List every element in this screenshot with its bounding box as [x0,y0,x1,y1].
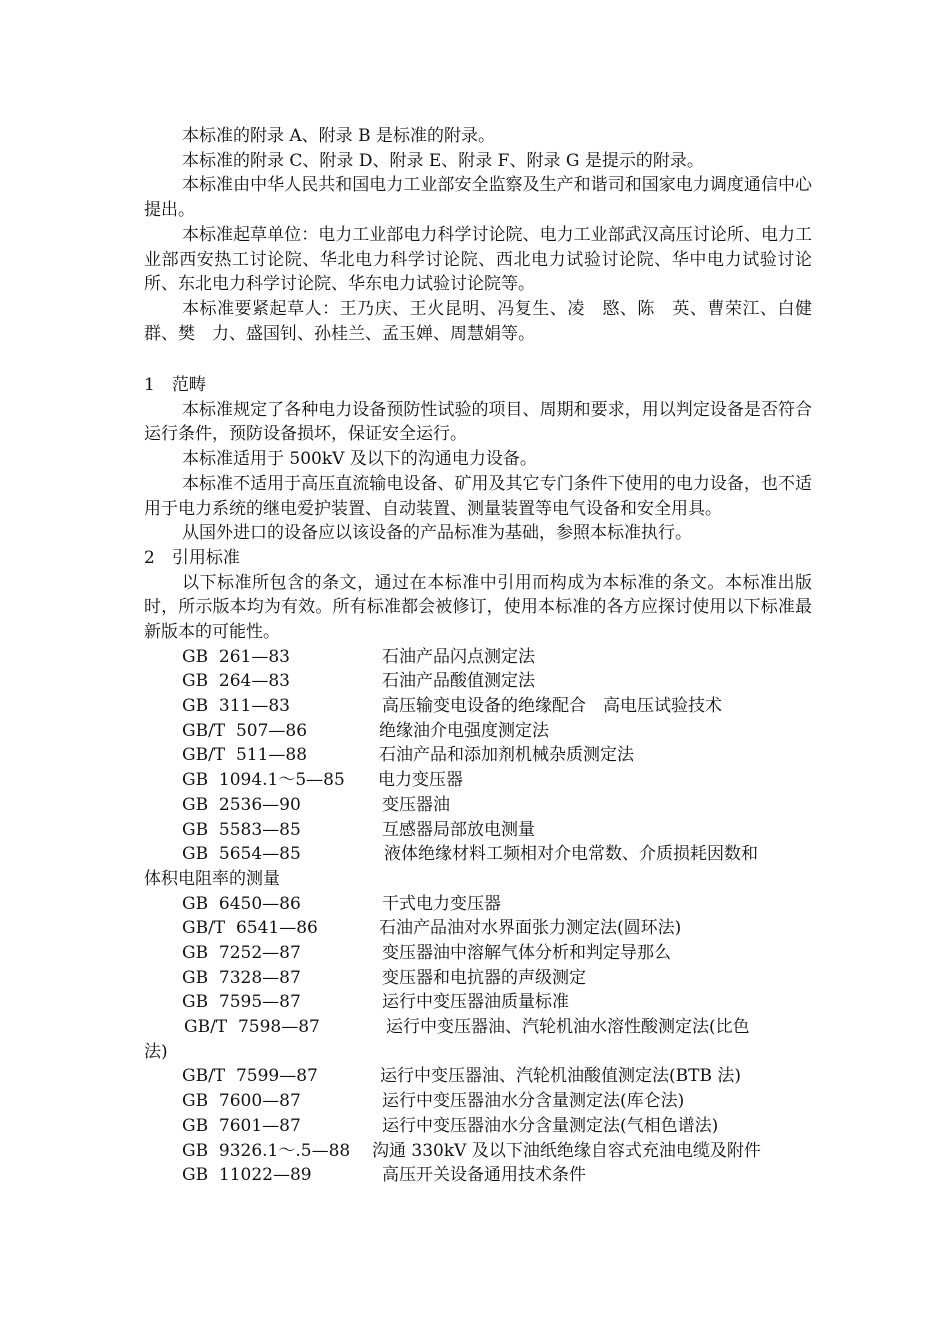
standard-code: GB/T 6541—86 [182,918,318,939]
standard-title: 电力变压器 [378,770,463,791]
section-paragraph: 本标准不适用于高压直流输电设备、矿用及其它专门条件下使用的电力设备，也不适用于电力系统的继电爱护装置、自动装置、测量装置等电气设备和安全用具。 [144,473,812,519]
standard-title: 运行中变压器油质量标准 [382,992,569,1013]
standard-title: 石油产品闪点测定法 [382,646,535,667]
standard-entry [144,1139,812,1164]
standard-entry [144,916,812,941]
standard-title: 运行中变压器油水分含量测定法(库仑法) [382,1091,685,1112]
standard-code: GB 7600—87 [182,1091,301,1112]
section-scope [144,373,812,1188]
standard-entry [144,793,812,818]
standard-code: GB/T 7599—87 [182,1066,318,1087]
standard-code: GB 11022—89 [182,1165,312,1186]
standard-entry [144,1089,812,1114]
standard-entry [144,768,812,793]
standard-code: GB 5654—85 [182,844,301,865]
standard-title: 变压器油 [382,794,450,815]
standard-title: 运行中变压器油、汽轮机油酸值测定法(BTB 法) [380,1066,741,1087]
foreword-paragraph: 本标准要紧起草人：王乃庆、王火昆明、冯复生、凌 愍、陈 英、曹荣江、白健群、樊 力、盛国钊、孙桂兰、孟玉婵、周慧娟等。 [144,298,812,344]
standard-title: 石油产品油对水界面张力测定法(圆环法) [379,918,682,939]
standard-title: 液体绝缘材料工频相对介电常数、介质损耗因数和 [384,844,758,865]
standard-title: 干式电力变压器 [382,893,501,914]
standard-entry [144,694,812,719]
standard-code: GB 264—83 [182,671,290,692]
standard-title-continuation: 法) [144,1041,168,1062]
standard-title: 变压器油中溶解气体分析和判定导那么 [382,943,671,963]
standard-entry [144,941,812,966]
standard-code: GB 5583—85 [182,819,301,840]
foreword-paragraph: 本标准的附录 A、附录 B 是标准的附录。 [182,126,495,146]
standard-entry [144,1064,812,1089]
foreword-paragraph: 本标准的附录 C、附录 D、附录 E、附录 F、附录 G 是提示的附录。 [182,150,704,171]
standard-entry [144,818,812,843]
section-paragraph: 以下标准所包含的条文，通过在本标准中引用而构成为本标准的条文。本标准出版时，所示版本均为有效。所有标准都会被修订，使用本标准的各方应探讨使用以下标准最新版本的可能性。 [144,572,812,643]
standard-entry [144,645,812,670]
standard-title: 石油产品酸值测定法 [382,671,535,692]
section-paragraph: 本标准适用于 500kV 及以下的沟通电力设备。 [182,449,537,470]
standard-code: GB 9326.1～.5—88 [182,1140,351,1161]
standard-code: GB 6450—86 [182,893,301,914]
foreword-paragraph: 本标准起草单位：电力工业部电力科学讨论院、电力工业部武汉高压讨论所、电力工业部西安热工讨论院、华北电力科学讨论院、西北电力试验讨论院、华中电力试验讨论所、东北电力科学讨论院、华东电力试验讨论院等。 [144,224,812,295]
standard-code: GB/T 507—86 [182,720,308,741]
standard-code: GB 7252—87 [182,943,301,963]
standard-title: 绝缘油介电强度测定法 [379,720,549,741]
standard-code: GB 7595—87 [182,992,301,1013]
foreword-block [144,124,812,346]
section-paragraph: 从国外进口的设备应以该设备的产品标准为基础，参照本标准执行。 [182,523,692,544]
standard-title: 高压开关设备通用技术条件 [382,1165,586,1186]
standard-title: 运行中变压器油、汽轮机油水溶性酸测定法(比色 [386,1017,750,1038]
standard-title: 高压输变电设备的绝缘配合 高电压试验技术 [382,696,722,717]
standard-entry [144,1015,812,1064]
standard-code: GB 7328—87 [182,967,301,988]
standard-code: GB/T 511—88 [182,745,308,766]
standard-title: 沟通 330kV 及以下油纸绝缘自容式充油电缆及附件 [372,1140,761,1161]
standard-code: GB 2536—90 [182,794,301,815]
standard-title: 运行中变压器油水分含量测定法(气相色谱法) [382,1115,719,1136]
standard-entry [144,669,812,694]
standard-entry [144,842,812,891]
referenced-standards-list [144,645,812,1188]
standard-entry [144,743,812,768]
section-heading: 2 引用标准 [144,547,240,568]
section-heading: 1 范畴 [144,375,206,395]
standard-title-continuation: 体积电阻率的测量 [144,868,280,889]
standard-entry [144,719,812,744]
standard-code: GB 261—83 [182,646,290,667]
standard-title: 石油产品和添加剂机械杂质测定法 [379,745,634,766]
standard-entry [144,966,812,991]
standard-code: GB 311—83 [182,696,290,717]
standard-entry [144,990,812,1015]
standard-code: GB/T 7598—87 [184,1017,320,1038]
standard-entry [144,1114,812,1139]
standard-entry [144,892,812,917]
standard-code: GB 1094.1～5—85 [182,770,345,791]
section-paragraph: 本标准规定了各种电力设备预防性试验的项目、周期和要求，用以判定设备是否符合运行条件，预防设备损坏，保证安全运行。 [144,399,812,445]
standard-code: GB 7601—87 [182,1115,301,1136]
standard-title: 互感器局部放电测量 [382,819,535,840]
standard-title: 变压器和电抗器的声级测定 [382,967,586,988]
standard-entry [144,1163,812,1188]
foreword-paragraph: 本标准由中华人民共和国电力工业部安全监察及生产和谐司和国家电力调度通信中心提出。 [144,175,812,221]
